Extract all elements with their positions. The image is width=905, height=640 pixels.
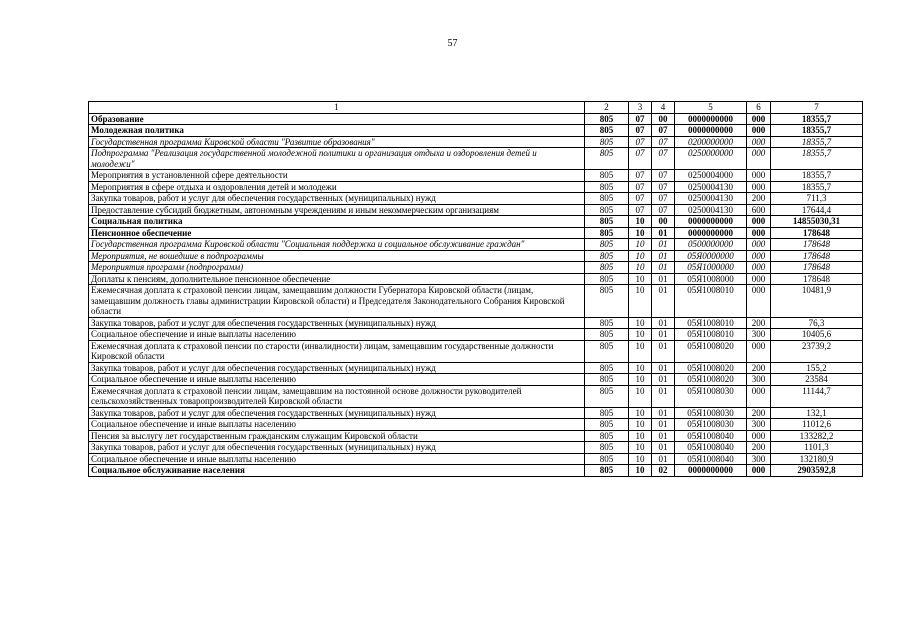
row-value-cell: 805 — [585, 250, 629, 262]
row-value-cell: 178648 — [771, 273, 863, 285]
row-value-cell: 0250004000 — [675, 170, 747, 182]
row-value-cell: 00 — [652, 113, 675, 125]
row-value-cell: 07 — [629, 181, 652, 193]
row-value-cell: 14855030,31 — [771, 216, 863, 228]
row-value-cell: 01 — [652, 374, 675, 386]
row-value-cell: 178648 — [771, 239, 863, 251]
row-value-cell: 07 — [629, 125, 652, 137]
row-value-cell: 300 — [747, 374, 771, 386]
table-row — [89, 227, 863, 239]
row-value-cell: 000 — [747, 239, 771, 251]
row-value-cell: 01 — [652, 317, 675, 329]
row-value-cell: 11144,7 — [771, 385, 863, 407]
table-row — [89, 125, 863, 137]
row-name-cell: Социальное обеспечение и иные выплаты населению — [89, 419, 585, 431]
row-name-cell: Ежемесячная доплата к страховой пенсии лицам, замещавшим на постоянной основе должности руководителей сельскохозяйственных товаропроизводителей Кировской области — [89, 385, 585, 407]
row-name-cell: Государственная программа Кировской области "Социальная поддержка и социальное обслуживание граждан" — [89, 239, 585, 251]
row-value-cell: 178648 — [771, 262, 863, 274]
row-value-cell: 132180,9 — [771, 453, 863, 465]
row-value-cell: 05Я1008020 — [675, 362, 747, 374]
row-name-cell: Социальная политика — [89, 216, 585, 228]
table-row — [89, 329, 863, 341]
row-value-cell: 805 — [585, 419, 629, 431]
row-value-cell: 805 — [585, 113, 629, 125]
row-value-cell: 07 — [629, 170, 652, 182]
row-value-cell: 01 — [652, 362, 675, 374]
table-row — [89, 419, 863, 431]
row-value-cell: 10 — [629, 216, 652, 228]
row-value-cell: 05Я0000000 — [675, 250, 747, 262]
row-value-cell: 01 — [652, 285, 675, 318]
row-value-cell: 05Я1008040 — [675, 442, 747, 454]
row-value-cell: 000 — [747, 148, 771, 170]
row-value-cell: 07 — [652, 170, 675, 182]
row-value-cell: 711,3 — [771, 193, 863, 205]
row-value-cell: 805 — [585, 262, 629, 274]
row-value-cell: 00 — [652, 216, 675, 228]
row-value-cell: 10 — [629, 340, 652, 362]
row-value-cell: 132,1 — [771, 407, 863, 419]
row-value-cell: 805 — [585, 148, 629, 170]
row-value-cell: 05Я1008030 — [675, 419, 747, 431]
row-value-cell: 0000000000 — [675, 465, 747, 477]
table-row — [89, 216, 863, 228]
table-row — [89, 262, 863, 274]
row-value-cell: 18355,7 — [771, 136, 863, 148]
table-row — [89, 136, 863, 148]
row-name-cell: Пенсия за выслугу лет государственным гражданским служащим Кировской области — [89, 430, 585, 442]
table-row — [89, 148, 863, 170]
row-value-cell: 0250004130 — [675, 204, 747, 216]
table-row — [89, 113, 863, 125]
row-value-cell: 10 — [629, 362, 652, 374]
row-value-cell: 17644,4 — [771, 204, 863, 216]
row-value-cell: 000 — [747, 340, 771, 362]
row-value-cell: 600 — [747, 204, 771, 216]
row-value-cell: 000 — [747, 113, 771, 125]
row-value-cell: 18355,7 — [771, 113, 863, 125]
row-value-cell: 805 — [585, 170, 629, 182]
row-name-cell: Ежемесячная доплата к страховой пенсии по старости (инвалидности) лицам, замещавшим государственные должности Кировской области — [89, 340, 585, 362]
row-value-cell: 000 — [747, 227, 771, 239]
row-value-cell: 05Я1008010 — [675, 317, 747, 329]
row-value-cell: 200 — [747, 442, 771, 454]
budget-table — [88, 101, 863, 477]
row-value-cell: 178648 — [771, 250, 863, 262]
header-cell: 6 — [747, 102, 771, 114]
row-name-cell: Мероприятия в сфере отдыха и оздоровления детей и молодежи — [89, 181, 585, 193]
row-value-cell: 07 — [652, 136, 675, 148]
row-value-cell: 805 — [585, 407, 629, 419]
row-value-cell: 0000000000 — [675, 113, 747, 125]
row-value-cell: 300 — [747, 453, 771, 465]
table-row — [89, 170, 863, 182]
row-value-cell: 000 — [747, 262, 771, 274]
row-value-cell: 000 — [747, 125, 771, 137]
row-value-cell: 300 — [747, 329, 771, 341]
page-number: 57 — [447, 38, 458, 49]
row-value-cell: 05Я1008040 — [675, 453, 747, 465]
row-value-cell: 01 — [652, 262, 675, 274]
row-value-cell: 05Я1008030 — [675, 407, 747, 419]
table-body — [89, 102, 863, 477]
row-value-cell: 01 — [652, 227, 675, 239]
row-value-cell: 200 — [747, 362, 771, 374]
row-value-cell: 01 — [652, 340, 675, 362]
row-value-cell: 805 — [585, 442, 629, 454]
row-value-cell: 805 — [585, 193, 629, 205]
row-value-cell: 10 — [629, 419, 652, 431]
row-value-cell: 07 — [652, 204, 675, 216]
header-cell: 2 — [585, 102, 629, 114]
table-row — [89, 181, 863, 193]
row-value-cell: 05Я1008020 — [675, 374, 747, 386]
table-row — [89, 374, 863, 386]
row-value-cell: 000 — [747, 273, 771, 285]
row-value-cell: 10 — [629, 239, 652, 251]
row-value-cell: 01 — [652, 250, 675, 262]
table-row — [89, 317, 863, 329]
row-value-cell: 76,3 — [771, 317, 863, 329]
table-row — [89, 340, 863, 362]
row-name-cell: Социальное обеспечение и иные выплаты населению — [89, 374, 585, 386]
row-value-cell: 10 — [629, 317, 652, 329]
table-row — [89, 453, 863, 465]
row-value-cell: 1101,3 — [771, 442, 863, 454]
row-value-cell: 10 — [629, 442, 652, 454]
row-value-cell: 18355,7 — [771, 148, 863, 170]
header-cell: 5 — [675, 102, 747, 114]
row-value-cell: 805 — [585, 239, 629, 251]
row-value-cell: 07 — [652, 181, 675, 193]
table-row — [89, 239, 863, 251]
row-value-cell: 07 — [652, 193, 675, 205]
row-value-cell: 01 — [652, 453, 675, 465]
row-value-cell: 805 — [585, 285, 629, 318]
row-name-cell: Ежемесячная доплата к страховой пенсии лицам, замещавшим должности Губернатора Кировской области (лицам, замещавшим должность главы администрации Кировской области) и Председателя Законодательного Собрания Кировской области — [89, 285, 585, 318]
row-name-cell: Молодежная политика — [89, 125, 585, 137]
row-value-cell: 000 — [747, 430, 771, 442]
header-cell: 4 — [652, 102, 675, 114]
header-cell: 3 — [629, 102, 652, 114]
table-row — [89, 362, 863, 374]
row-value-cell: 0000000000 — [675, 216, 747, 228]
row-value-cell: 155,2 — [771, 362, 863, 374]
table-row — [89, 442, 863, 454]
row-value-cell: 01 — [652, 419, 675, 431]
row-value-cell: 805 — [585, 125, 629, 137]
table-header-row — [89, 102, 863, 114]
row-value-cell: 10 — [629, 285, 652, 318]
row-value-cell: 805 — [585, 385, 629, 407]
table-row — [89, 204, 863, 216]
row-value-cell: 0000000000 — [675, 125, 747, 137]
row-value-cell: 133282,2 — [771, 430, 863, 442]
row-value-cell: 200 — [747, 407, 771, 419]
table-row — [89, 273, 863, 285]
row-value-cell: 10 — [629, 227, 652, 239]
row-value-cell: 805 — [585, 181, 629, 193]
row-value-cell: 10 — [629, 374, 652, 386]
row-value-cell: 300 — [747, 419, 771, 431]
row-value-cell: 000 — [747, 285, 771, 318]
row-value-cell: 000 — [747, 216, 771, 228]
row-name-cell: Предоставление субсидий бюджетным, автономным учреждениям и иным некоммерческим организациям — [89, 204, 585, 216]
row-name-cell: Мероприятия программ (подпрограмм) — [89, 262, 585, 274]
row-value-cell: 000 — [747, 385, 771, 407]
row-name-cell: Социальное обслуживание населения — [89, 465, 585, 477]
row-value-cell: 23584 — [771, 374, 863, 386]
row-value-cell: 10405,6 — [771, 329, 863, 341]
row-value-cell: 178648 — [771, 227, 863, 239]
row-value-cell: 805 — [585, 465, 629, 477]
row-name-cell: Закупка товаров, работ и услуг для обеспечения государственных (муниципальных) нужд — [89, 193, 585, 205]
row-name-cell: Мероприятия в установленной сфере деятельности — [89, 170, 585, 182]
row-value-cell: 0250004130 — [675, 193, 747, 205]
row-value-cell: 07 — [629, 193, 652, 205]
row-name-cell: Закупка товаров, работ и услуг для обеспечения государственных (муниципальных) нужд — [89, 407, 585, 419]
row-name-cell: Пенсионное обеспечение — [89, 227, 585, 239]
row-value-cell: 01 — [652, 239, 675, 251]
row-value-cell: 23739,2 — [771, 340, 863, 362]
row-value-cell: 10 — [629, 329, 652, 341]
row-value-cell: 05Я1008030 — [675, 385, 747, 407]
row-value-cell: 10 — [629, 262, 652, 274]
row-value-cell: 805 — [585, 362, 629, 374]
row-value-cell: 805 — [585, 430, 629, 442]
row-value-cell: 000 — [747, 250, 771, 262]
row-value-cell: 10 — [629, 465, 652, 477]
table-row — [89, 250, 863, 262]
row-name-cell: Мероприятия, не вошедшие в подпрограммы — [89, 250, 585, 262]
row-name-cell: Социальное обеспечение и иные выплаты населению — [89, 453, 585, 465]
row-name-cell: Закупка товаров, работ и услуг для обеспечения государственных (муниципальных) нужд — [89, 362, 585, 374]
row-value-cell: 01 — [652, 430, 675, 442]
row-name-cell: Подпрограмма "Реализация государственной молодежной политики и организация отдыха и оздоровления детей и молодежи" — [89, 148, 585, 170]
row-value-cell: 10 — [629, 430, 652, 442]
row-value-cell: 07 — [629, 148, 652, 170]
row-value-cell: 18355,7 — [771, 181, 863, 193]
row-value-cell: 805 — [585, 216, 629, 228]
row-value-cell: 000 — [747, 181, 771, 193]
table-row — [89, 193, 863, 205]
row-value-cell: 000 — [747, 170, 771, 182]
row-name-cell: Образование — [89, 113, 585, 125]
row-name-cell: Государственная программа Кировской области "Развитие образования" — [89, 136, 585, 148]
row-value-cell: 10481,9 — [771, 285, 863, 318]
row-value-cell: 18355,7 — [771, 125, 863, 137]
row-value-cell: 07 — [652, 125, 675, 137]
row-value-cell: 000 — [747, 465, 771, 477]
row-value-cell: 805 — [585, 204, 629, 216]
row-value-cell: 2903592,8 — [771, 465, 863, 477]
row-value-cell: 05Я1008010 — [675, 285, 747, 318]
row-name-cell: Закупка товаров, работ и услуг для обеспечения государственных (муниципальных) нужд — [89, 317, 585, 329]
row-value-cell: 05Я1000000 — [675, 262, 747, 274]
row-value-cell: 805 — [585, 136, 629, 148]
row-value-cell: 805 — [585, 273, 629, 285]
row-name-cell: Закупка товаров, работ и услуг для обеспечения государственных (муниципальных) нужд — [89, 442, 585, 454]
row-value-cell: 805 — [585, 317, 629, 329]
row-value-cell: 805 — [585, 329, 629, 341]
row-value-cell: 05Я1008020 — [675, 340, 747, 362]
row-value-cell: 11012,6 — [771, 419, 863, 431]
row-value-cell: 05Я1008040 — [675, 430, 747, 442]
row-value-cell: 01 — [652, 329, 675, 341]
row-value-cell: 0200000000 — [675, 136, 747, 148]
row-value-cell: 10 — [629, 385, 652, 407]
row-value-cell: 01 — [652, 273, 675, 285]
table-row — [89, 285, 863, 318]
row-value-cell: 805 — [585, 453, 629, 465]
row-name-cell: Доплаты к пенсиям, дополнительное пенсионное обеспечение — [89, 273, 585, 285]
row-value-cell: 18355,7 — [771, 170, 863, 182]
row-value-cell: 05Я1008000 — [675, 273, 747, 285]
row-value-cell: 200 — [747, 193, 771, 205]
row-name-cell: Социальное обеспечение и иные выплаты населению — [89, 329, 585, 341]
row-value-cell: 07 — [652, 148, 675, 170]
row-value-cell: 07 — [629, 204, 652, 216]
row-value-cell: 000 — [747, 136, 771, 148]
row-value-cell: 10 — [629, 407, 652, 419]
row-value-cell: 805 — [585, 227, 629, 239]
row-value-cell: 07 — [629, 136, 652, 148]
row-value-cell: 01 — [652, 407, 675, 419]
table-row — [89, 407, 863, 419]
header-cell: 1 — [89, 102, 585, 114]
table-row — [89, 430, 863, 442]
row-value-cell: 05Я1008010 — [675, 329, 747, 341]
row-value-cell: 0250004130 — [675, 181, 747, 193]
row-value-cell: 200 — [747, 317, 771, 329]
row-value-cell: 02 — [652, 465, 675, 477]
table-row — [89, 465, 863, 477]
row-value-cell: 0500000000 — [675, 239, 747, 251]
header-cell: 7 — [771, 102, 863, 114]
row-value-cell: 10 — [629, 250, 652, 262]
row-value-cell: 805 — [585, 340, 629, 362]
row-value-cell: 10 — [629, 273, 652, 285]
row-value-cell: 07 — [629, 113, 652, 125]
row-value-cell: 01 — [652, 442, 675, 454]
row-value-cell: 0000000000 — [675, 227, 747, 239]
row-value-cell: 805 — [585, 374, 629, 386]
table-row — [89, 385, 863, 407]
row-value-cell: 01 — [652, 385, 675, 407]
row-value-cell: 10 — [629, 453, 652, 465]
row-value-cell: 0250000000 — [675, 148, 747, 170]
